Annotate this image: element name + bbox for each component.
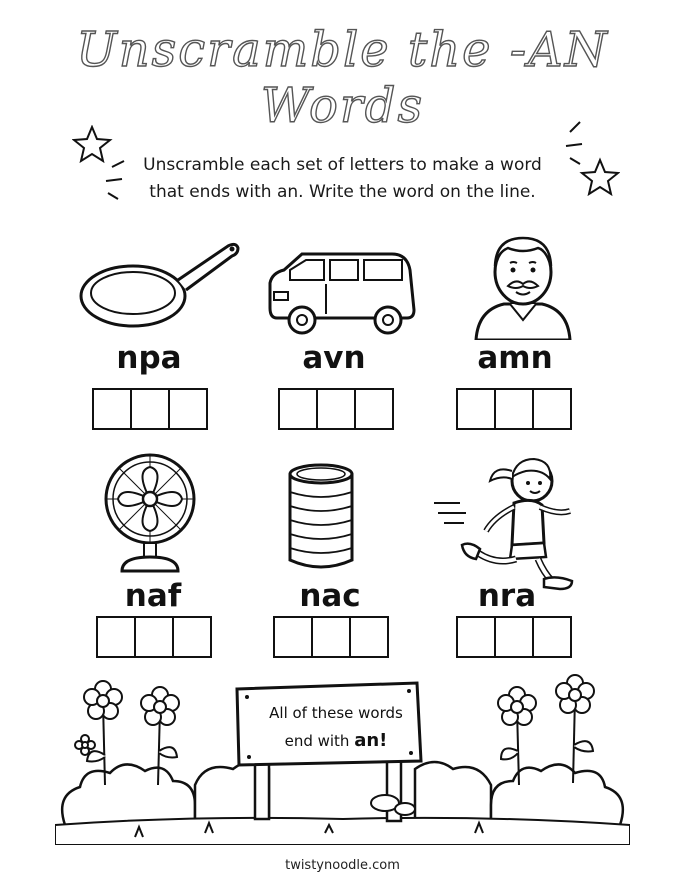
scrambled-word-3: amn: [477, 340, 553, 376]
letter-box[interactable]: [94, 390, 132, 428]
letter-box[interactable]: [136, 618, 174, 656]
answer-boxes-6[interactable]: [456, 616, 572, 658]
sign-line-1: All of these words: [269, 704, 403, 722]
footer-credit: twistynoodle.com: [285, 858, 400, 873]
answer-boxes-2[interactable]: [278, 388, 394, 430]
letter-box[interactable]: [534, 390, 570, 428]
scrambled-word-1: npa: [116, 340, 182, 376]
frying-pan-icon: [78, 238, 243, 338]
answer-boxes-4[interactable]: [96, 616, 212, 658]
answer-boxes-3[interactable]: [456, 388, 572, 430]
letter-box[interactable]: [534, 618, 570, 656]
letter-box[interactable]: [496, 390, 534, 428]
answer-boxes-5[interactable]: [273, 616, 389, 658]
scrambled-word-6: nra: [477, 578, 537, 614]
sign-text: [246, 700, 426, 755]
can-icon: [286, 462, 356, 572]
worksheet-title: Unscramble the -AN Words: [76, 22, 609, 134]
sign-line-2-prefix: end with: [284, 732, 355, 750]
star-icon-left: [72, 125, 132, 205]
letter-box[interactable]: [318, 390, 356, 428]
letter-box[interactable]: [280, 390, 318, 428]
letter-box[interactable]: [496, 618, 534, 656]
letter-box[interactable]: [458, 618, 496, 656]
letter-box[interactable]: [170, 390, 206, 428]
letter-box[interactable]: [275, 618, 313, 656]
sign-line-2-bold: an!: [354, 730, 388, 751]
garden-scene: [55, 665, 630, 845]
van-icon: [262, 248, 422, 338]
man-icon: [468, 228, 578, 340]
letter-box[interactable]: [98, 618, 136, 656]
letter-box[interactable]: [132, 390, 170, 428]
letter-box[interactable]: [351, 618, 387, 656]
instructions-line-1: Unscramble each set of letters to make a word: [143, 155, 542, 175]
letter-box[interactable]: [458, 390, 496, 428]
scrambled-word-2: avn: [302, 340, 366, 376]
star-icon-right: [560, 118, 620, 198]
letter-box[interactable]: [174, 618, 210, 656]
scrambled-word-5: nac: [299, 578, 361, 614]
sign-line-2: [246, 727, 426, 755]
letter-box[interactable]: [313, 618, 351, 656]
fan-icon: [100, 453, 200, 573]
instructions: [140, 152, 545, 206]
letter-box[interactable]: [356, 390, 392, 428]
instructions-line-2: that ends with an. Write the word on the line.: [149, 182, 536, 202]
running-girl-icon: [432, 445, 582, 595]
answer-boxes-1[interactable]: [92, 388, 208, 430]
scrambled-word-4: naf: [124, 578, 182, 614]
